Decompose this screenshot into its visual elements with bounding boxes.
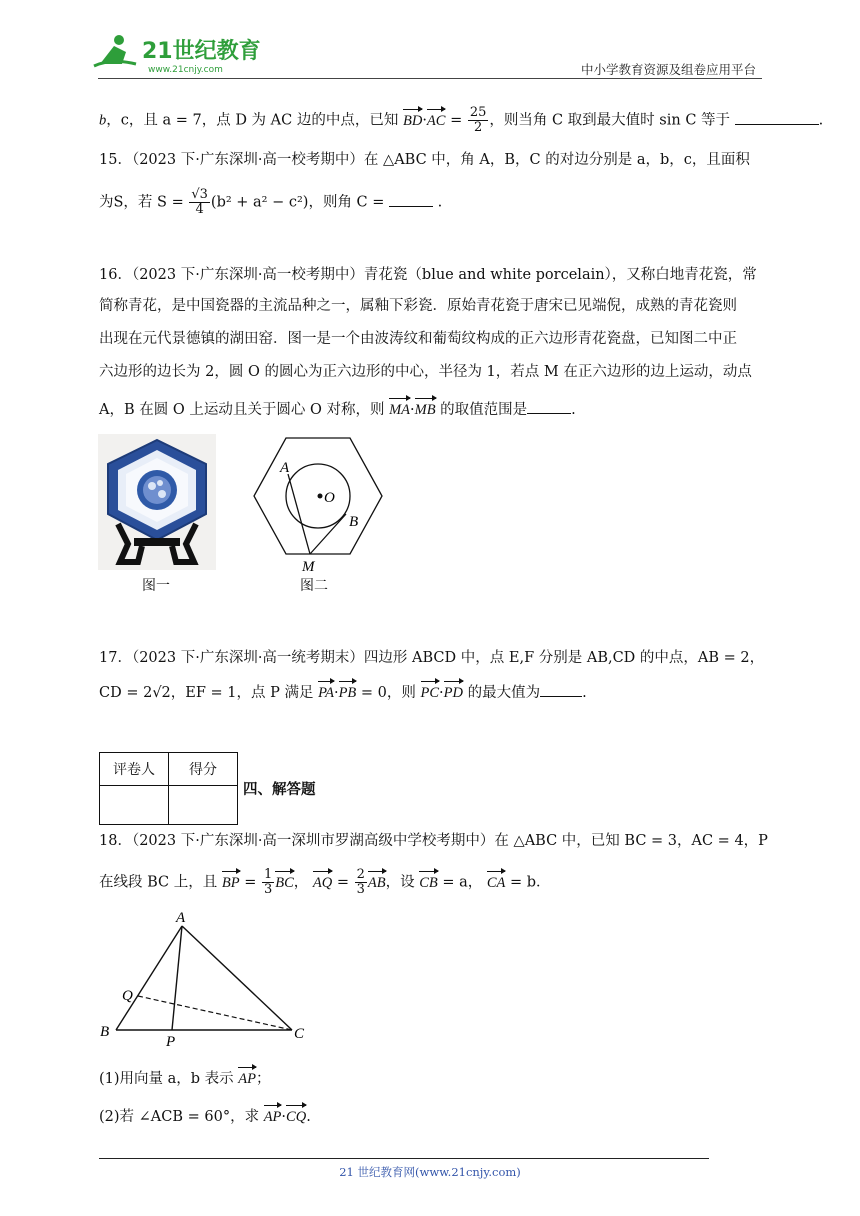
vector-ca: CA xyxy=(487,870,506,893)
label-c: C xyxy=(294,1026,305,1042)
grader-header: 评卷人 xyxy=(100,753,169,786)
q18-line2: 在线段 BC 上，且 BP = $\frac{1}{3}$ BC， AQ = $\frac{2}{3}$ AB，设 CB = a， CA = b． xyxy=(99,867,551,897)
q15-line1: 15．（2023 下·广东深圳·高一校考期中）在 △ABC 中，角 A，B，C 的对边分别是 a，b，c，且面积 xyxy=(99,152,750,168)
triangle-diagram xyxy=(96,910,312,1048)
vector-pd: PD xyxy=(444,680,463,703)
label-a: A xyxy=(176,910,186,926)
platform-name: 中小学教育资源及组卷应用平台 xyxy=(580,62,756,77)
label-b: B xyxy=(100,1024,110,1040)
q16-line5: A，B 在圆 O 上运动且关于圆心 O 对称，则 MA·MB 的取值范围是 . xyxy=(99,397,576,420)
answer-blank-14[interactable] xyxy=(735,124,819,125)
footer-text: 21 世纪教育网(www.21cnjy.com) xyxy=(339,1165,521,1179)
porcelain-plate-image xyxy=(98,434,216,570)
vector-cq: CQ xyxy=(286,1104,306,1127)
label-q: Q xyxy=(122,988,133,1004)
vector-ac: AC xyxy=(427,108,446,131)
vector-ap: AP xyxy=(264,1104,282,1127)
label-a: A xyxy=(280,460,290,476)
q18-line1: 18．（2023 下·广东深圳·高一深圳市罗湖高级中学校考期中）在 △ABC 中，已知 BC = 3，AC = 4，P xyxy=(99,833,768,849)
figure2-caption: 图二 xyxy=(300,578,328,594)
q16-line2: 简称青花，是中国瓷器的主流品种之一，属釉下彩瓷．原始青花瓷于唐宋已见端倪，成熟的青花瓷则 xyxy=(99,298,737,314)
q17-line1: 17．（2023 下·广东深圳·高一统考期末）四边形 ABCD 中，点 E,F 分别是 AB,CD 的中点，AB = 2， xyxy=(99,650,765,666)
q17-line2: CD = 2√2，EF = 1，点 P 满足 PA·PB = 0，则 PC·PD 的最大值为 . xyxy=(99,680,587,703)
fraction-1-3: $\frac{1}{3}$ xyxy=(263,867,273,897)
q18-part1: (1)用向量 a，b 表示 AP； xyxy=(99,1066,271,1089)
vector-bc: BC xyxy=(275,870,294,893)
section-title: 四、解答题 xyxy=(243,782,316,798)
label-m: M xyxy=(302,559,315,574)
label-b: B xyxy=(349,514,359,530)
label-o: O xyxy=(324,490,335,506)
answer-blank-15[interactable] xyxy=(389,206,433,207)
fraction-sqrt3-4: $\frac{√3}{4}$ xyxy=(191,187,208,217)
q18-part2: (2)若 ∠ACB = 60°，求 AP·CQ. xyxy=(99,1104,311,1127)
q15-line2: 为S，若 S = $\frac{√3}{4}$ (b² + a² − c²)，则角 C = . xyxy=(99,187,443,217)
q16-line4: 六边形的边长为 2，圆 O 的圆心为正六边形的中心，半径为 1，若点 M 在正六边形的边上运动，动点 xyxy=(99,364,752,380)
answer-blank-16[interactable] xyxy=(527,413,571,414)
vector-bd: BD xyxy=(403,108,422,131)
vector-pc: PC xyxy=(421,680,440,703)
site-logo xyxy=(92,30,272,78)
vector-pb: PB xyxy=(339,680,357,703)
score-cell[interactable] xyxy=(169,786,238,825)
grading-table xyxy=(99,752,238,825)
q16-line1: 16．（2023 下·广东深圳·高一校考期中）青花瓷（blue and white porcelain），又称白地青花瓷，常 xyxy=(99,267,757,283)
vector-ap: AP xyxy=(238,1066,256,1089)
label-p: P xyxy=(166,1034,176,1048)
vector-aq: AQ xyxy=(313,870,332,893)
vector-ab: AB xyxy=(368,870,386,893)
vector-ma: MA xyxy=(389,397,410,420)
header-divider xyxy=(98,78,762,79)
grader-cell[interactable] xyxy=(100,786,169,825)
logo-url: www.21cnjy.com xyxy=(148,65,223,75)
figure1-caption: 图一 xyxy=(142,578,170,594)
logo-text: 21世纪教育 xyxy=(142,39,261,64)
score-header: 得分 xyxy=(169,753,238,786)
vector-bp: BP xyxy=(222,870,240,893)
hexagon-circle-diagram xyxy=(248,434,388,574)
fraction-25-2: $\frac{25}{2}$ xyxy=(469,105,487,135)
q14-line1: b，c，且 a = 7，点 D 为 AC 边的中点，已知 BD·AC = $\frac{25}{2}$ ，则当角 C 取到最大值时 sin C 等于 . xyxy=(99,105,824,135)
fraction-2-3: $\frac{2}{3}$ xyxy=(356,867,365,897)
vector-cb: CB xyxy=(419,870,438,893)
footer-divider xyxy=(99,1158,709,1159)
q16-line3: 出现在元代景德镇的湖田窑．图一是一个由波涛纹和葡萄纹构成的正六边形青花瓷盘，已知图二中正 xyxy=(99,331,737,347)
vector-mb: MB xyxy=(415,397,436,420)
vector-pa: PA xyxy=(318,680,334,703)
answer-blank-17[interactable] xyxy=(540,696,582,697)
